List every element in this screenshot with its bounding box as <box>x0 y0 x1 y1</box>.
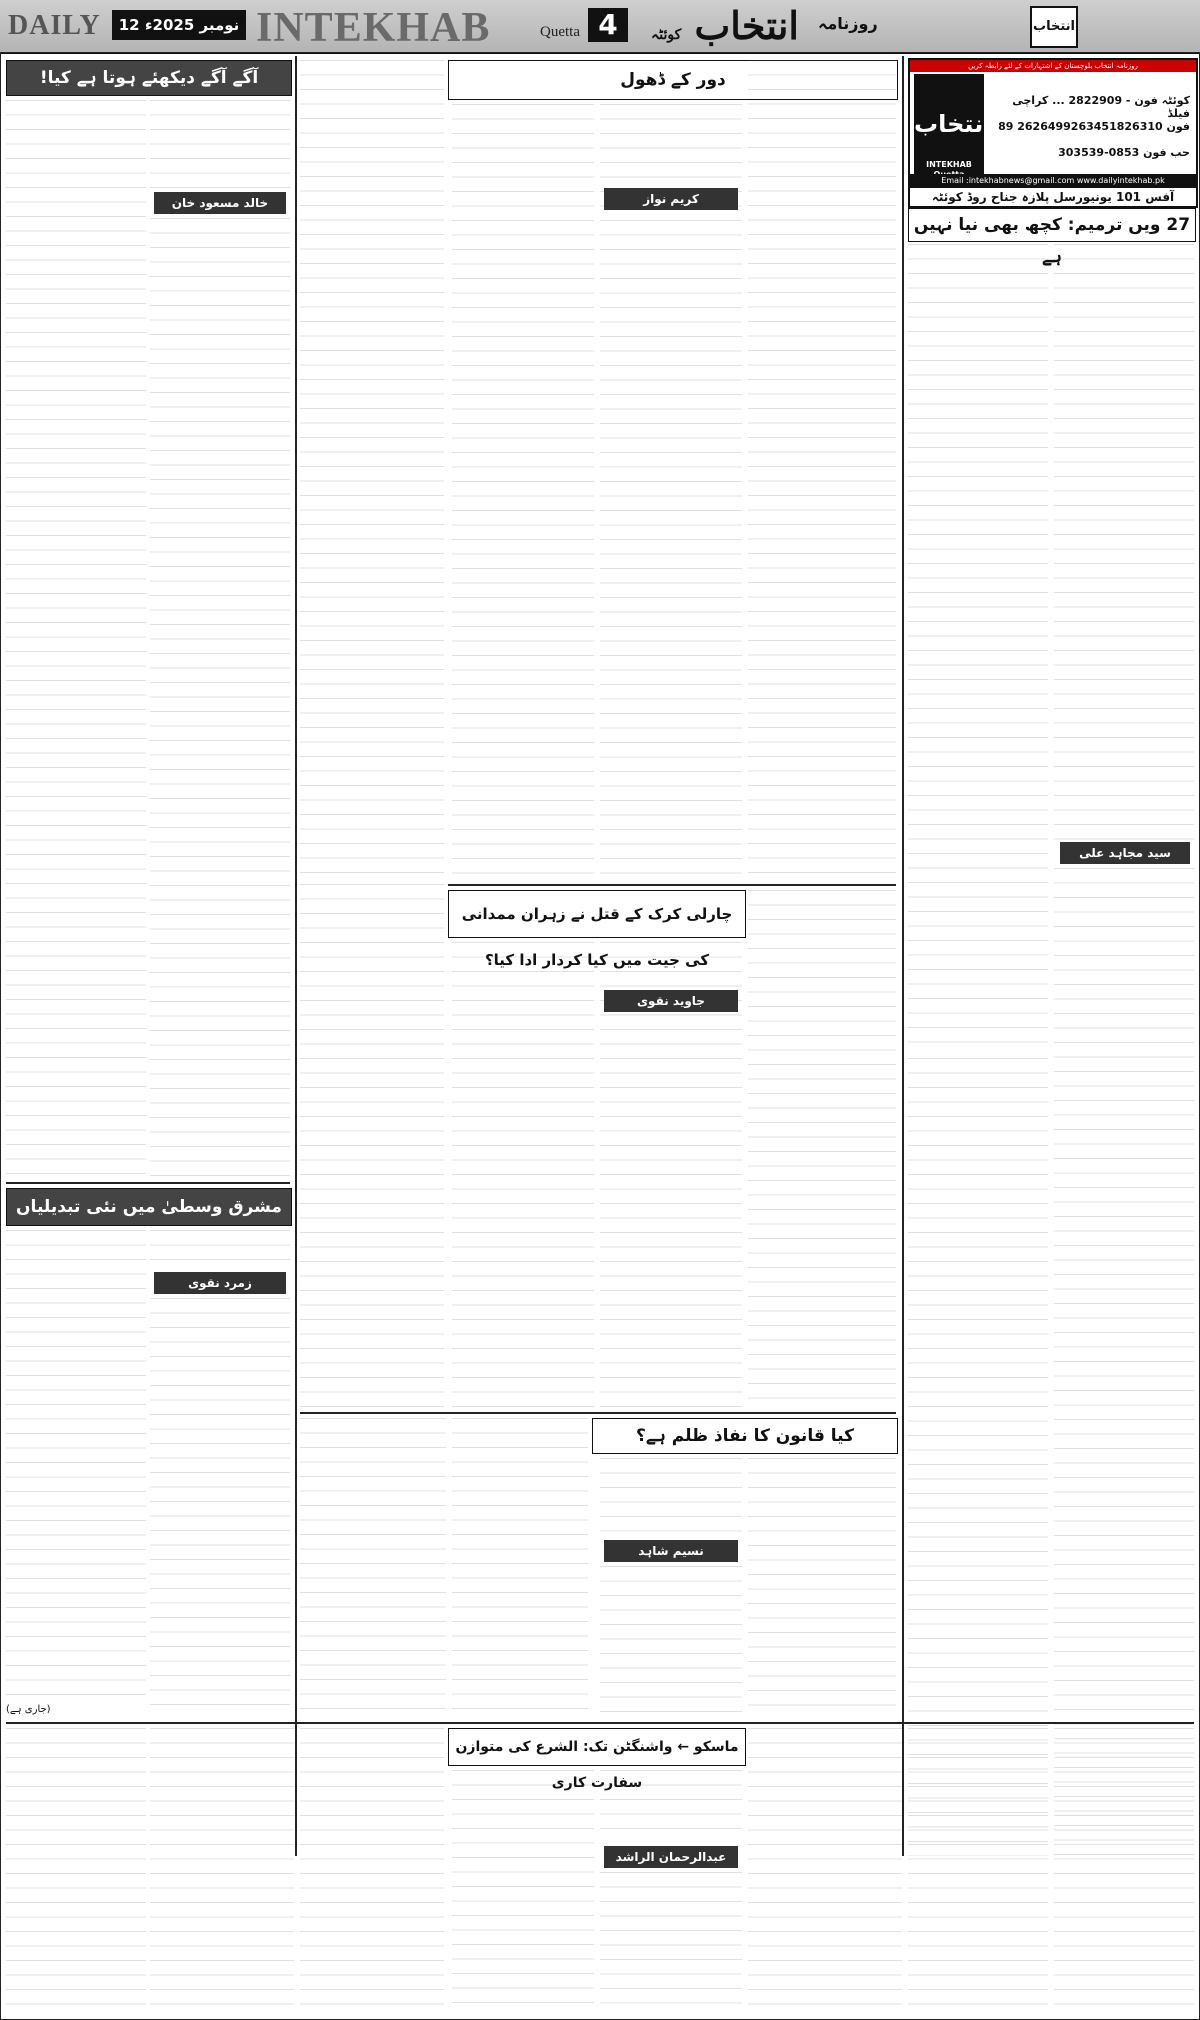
article-bottom-title: ماسکو ← واشنگٹن تک: الشرع کی متوازن سفارت کاری <box>448 1728 746 1766</box>
masthead-roznama: روزنامہ <box>818 14 878 33</box>
article-top-mid-title: دور کے ڈھول <box>448 60 898 100</box>
hub-phone: حب فون 0853-303539 <box>1058 146 1190 159</box>
article-top-mid-author: کریم نواز <box>604 188 738 210</box>
article-bottom-author: عبدالرحمان الراشد <box>604 1846 738 1868</box>
masthead-title-ur: انتخاب کوئٹہ <box>651 3 799 48</box>
masthead-logo: انتخاب <box>1030 6 1078 48</box>
masthead-title-en: INTEKHAB <box>256 5 491 51</box>
article-mid-left-title: مشرق وسطیٰ میں نئی تبدیلیاں <box>6 1188 292 1226</box>
article-lower-center-author: نسیم شاہد <box>604 1540 738 1562</box>
article-mid-center-author: جاوید نقوی <box>604 990 738 1012</box>
editorial-author: سید مجاہد علی <box>1060 842 1190 864</box>
masthead <box>0 0 1200 54</box>
email-line: Email :intekhabnews@gmail.com www.dailyintekhab.pk <box>910 174 1196 188</box>
phone-numbers: فون 2626499263451826310 89 <box>998 120 1190 133</box>
continued-note: (جاری ہے) <box>6 1704 51 1715</box>
office-address: آفس 101 یونیورسل پلازہ جناح روڈ کوئٹہ <box>931 190 1175 204</box>
article-top-left-title: آگے آگے دیکھئے ہوتا ہے کیا! <box>6 60 292 96</box>
article-top-left-author: خالد مسعود خان <box>154 192 286 214</box>
article-mid-left-author: زمرد نقوی <box>154 1272 286 1294</box>
article-mid-center-title: چارلی کرک کے قتل نے زہران ممدانی کی جیت میں کیا کردار ادا کیا؟ <box>448 890 746 938</box>
ads-banner: روزنامہ انتخاب بلوچستان کے اشتہارات کے لئے رابطہ کریں <box>910 60 1196 72</box>
masthead-daily: DAILY <box>8 10 101 41</box>
issue-date: 12 نومبر 2025ء <box>112 10 246 40</box>
intekhab-logo: انتخاب INTEKHAB <box>914 74 984 184</box>
masthead-city-en: Quetta <box>540 24 580 40</box>
page-number: 4 <box>588 8 628 42</box>
editorial-title: 27 ویں ترمیم: کچھ بھی نیا نہیں ہے <box>908 208 1196 242</box>
page-frame <box>0 52 1200 2020</box>
quetta-phone: کوئٹہ فون - 2822909 ... کراچی فیلڈ <box>1012 94 1190 120</box>
article-lower-center-title: کیا قانون کا نفاذ ظلم ہے؟ <box>592 1418 898 1454</box>
